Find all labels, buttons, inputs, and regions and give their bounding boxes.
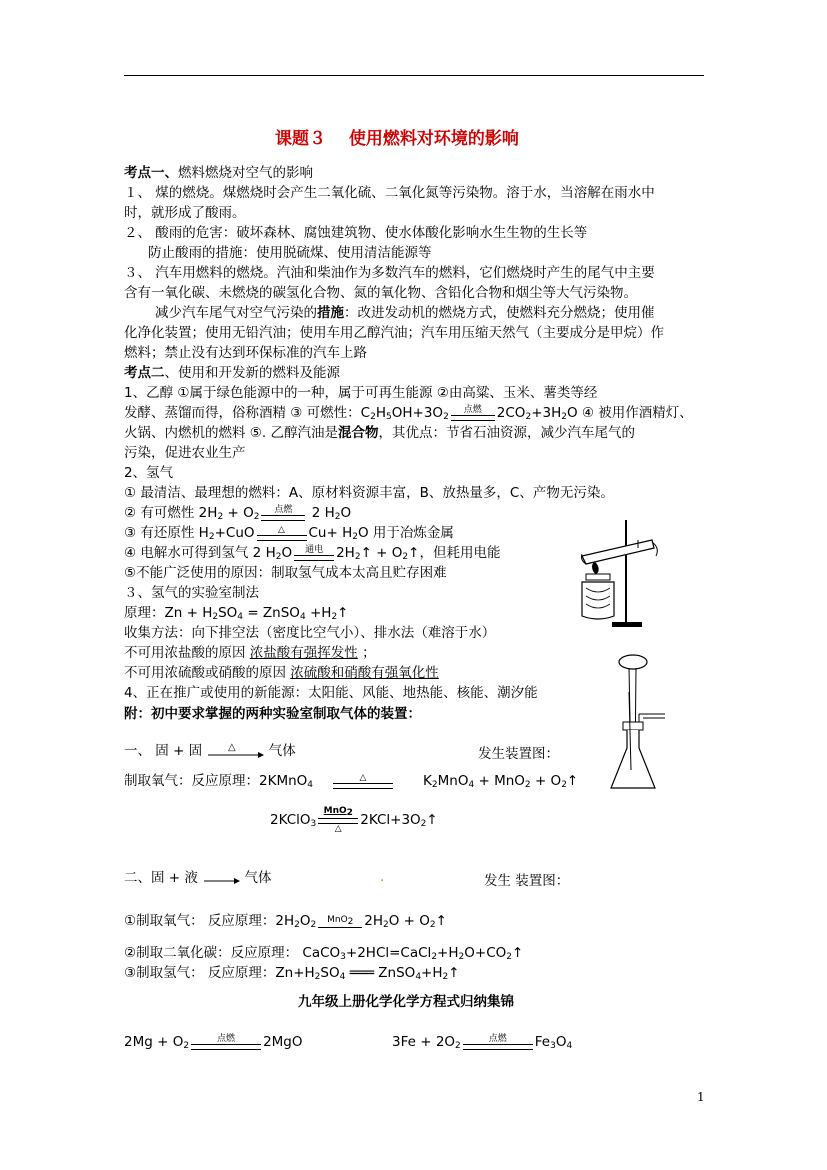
ignite-condition: 点燃 [463,1034,533,1050]
section-label: 考点一、 [124,165,178,181]
equation-line: 制取氧气：反应原理：2KMnO$_4$ △ $K_2MnO_4 + MnO_2$ + $O_2↑$ [124,773,579,790]
catalyst-condition: MnO$_2$ [318,915,362,928]
subsection-title: 九年级上册化学化学方程式归纳集锦 [298,994,514,1010]
section-heading: 燃料燃烧对空气的影响 [178,165,313,181]
text-line: 4、正在推广或使用的新能源：太阳能、风能、地热能、核能、潮汐能 [124,685,538,701]
text-line: 减少汽车尾气对空气污染的措施：改进发动机的燃烧方式，使燃料充分燃烧；使用催 [155,305,655,321]
equation-line: 原理：$Zn + H_2SO_4$ = ZnSO$_4$ $+H_2↑$ [124,605,349,622]
text-line: 燃料；禁止没有达到环保标准的汽车上路 [124,345,367,361]
equation-line: ③制取氢气： 反应原理：$Zn+H_2SO_4$ ═══ $ZnSO_4+H_2↑$ [124,965,460,982]
text-line [124,164,313,183]
equation-line: 发酵、蒸馏而得，俗称酒精 ③ 可燃性：$C_2H_5OH+3O_2$ 点燃 $2CO_2+3H_2O$ ④ 被用作酒精灯、 [124,405,693,422]
header-rule [124,75,704,76]
heat-condition: △ [257,525,307,541]
hydrogen-reduction-apparatus-icon [572,518,662,630]
text-line: 火锅、内燃机的燃料 ⑤. 乙醇汽油是混合物，其优点：节省石油资源，减少汽车尾气的 [124,425,635,441]
ignite-condition: 点燃 [451,405,495,421]
ignite-condition: 点燃 [261,505,305,521]
equation-line: ③ 有还原性 $H_2+CuO$ △ $Cu+ H_2O$ 用于冶炼金属 [124,525,454,542]
text-line: ① 最清洁、最理想的燃料：A、原材料资源丰富，B、放热量多，C、产物无污染。 [124,485,614,501]
text-line: 附：初中要求掌握的两种实验室制取气体的装置： [124,706,421,722]
text-line: ⑤不能广泛使用的原因：制取氢气成本太高且贮存困难 [124,565,447,581]
text-line: 防止酸雨的措施：使用脱硫煤、使用清洁能源等 [148,245,432,261]
text-line: ３、 汽车用燃料的燃烧。汽油和柴油作为多数汽车的燃料，它们燃烧时产生的尾气中主要 [124,265,655,281]
svg-text:△: △ [228,742,237,753]
heat-arrow [206,742,264,760]
text-line: 2、氢气 [124,465,174,481]
text-line: 不可用浓硫酸或硝酸的原因 浓硫酸和硝酸有强氧化性 [124,665,439,681]
equation-line: ①制取氧气： 反应原理：$2H_2O_2$ MnO$_2$ $2H_2O$ + $O_2↑$ [124,913,447,930]
text-line: 收集方法：向下排空法（密度比空气小）、排水法（难溶于水） [124,625,496,641]
text-line: ３、氢气的实验室制法 [124,585,259,601]
electrolysis-condition: 通电 [294,545,334,561]
text-line: 1、乙醇 ①属于绿色能源中的一种，属于可再生能源 ②由高粱、玉米、薯类等经 [124,385,598,401]
text-line [124,364,340,383]
text-line: ２、 酸雨的危害：破坏森林、腐蚀建筑物、使水体酸化影响水生生物的生长等 [124,225,588,241]
text-line: 化净化装置；使用无铅汽油；使用车用乙醇汽油；汽车用压缩天然气（主要成分是甲烷）作 [124,325,664,341]
heat-condition: △ [333,773,393,789]
text-line: 含有一氧化碳、未燃烧的碳氢化合物、氮的氧化物、含铅化合物和烟尘等大气污染物。 [124,285,637,301]
text-line: 污染，促进农业生产 [124,445,246,461]
equation-line: 二、固 + 液 气体 [124,870,272,886]
text-line: 不可用浓盐酸的原因 浓盐酸有强挥发性 ； [124,645,376,661]
equation-line: 2KClO$_3$ MnO$_2$ △ $2KCl+3O_2↑$ [270,806,438,834]
device-diagram-label: 发生装置图： [478,746,559,762]
equation-line: 一、 固 + 固 △ 气体 [124,742,296,759]
dot-mark: . [380,869,385,885]
catalyst-condition: MnO$_2$ △ [318,806,358,834]
equation-line: ② 有可燃性 $2H_2 + O_2$ 点燃 2 $H_2O$ [124,505,352,522]
conical-flask-apparatus-icon [605,652,675,794]
page-title: 课题３ 使用燃料对环境的影响 [275,129,519,149]
section-heading: 、使用和开发新的燃料及能源 [164,365,340,381]
arrow [202,873,240,883]
text-line: １、 煤的燃烧。煤燃烧时会产生二氧化硫、二氧化氮等污染物。溶于水，当溶解在雨水中 [124,185,655,201]
equation-line: $3Fe + 2O_2$ 点燃 $Fe_3O_4$ [392,1034,573,1051]
ignite-condition: 点燃 [191,1034,261,1050]
text-line: 时，就形成了酸雨。 [124,205,246,221]
section-label: 考点二 [124,365,165,381]
page-number: 1 [697,1090,705,1104]
equation-line: ④ 电解水可得到氢气 2 $H_2O$ 通电 $2H_2↑$ + $O_2↑$，但耗用电能 [124,545,501,562]
equation-line: $2Mg + O_2$ 点燃 2MgO [124,1034,303,1051]
equation-line: ②制取二氧化碳：反应原理： $CaCO_3+2HCl=CaCl_2+H_2O+CO_2↑$ [124,945,524,962]
device-diagram-label: 发生 装置图： [484,873,570,889]
